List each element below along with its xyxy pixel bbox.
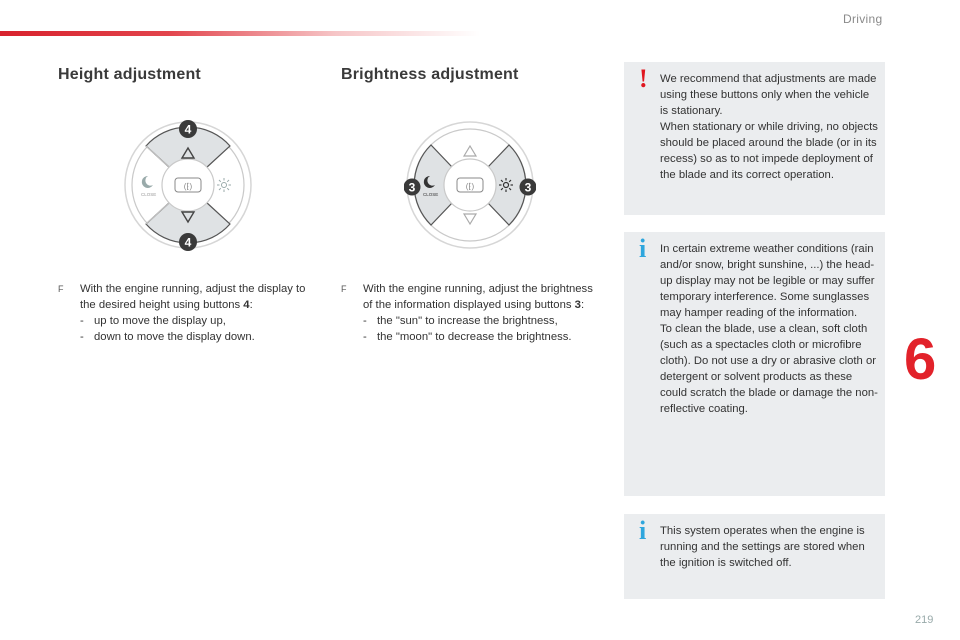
svg-text:4: 4 (184, 122, 192, 137)
button-3-left-badge (404, 179, 421, 196)
info-icon: i (639, 516, 647, 545)
warning-icon: ! (639, 64, 648, 93)
info-note (624, 514, 885, 599)
close-label: CLOSE (141, 192, 157, 197)
chapter-number: 6 (904, 327, 937, 392)
info-text: This system operates when the engine is running and the settings are stored when the ignition is switched off. (660, 525, 865, 569)
list-item: - up to move the display up, (80, 315, 226, 327)
warning-note (624, 62, 885, 215)
svg-text:(⁅): (⁅) (465, 182, 475, 191)
brightness-instructions: F With the engine running, adjust the brightness of the information displayed using buttons 3: - the "sun" to increase the brightness, - the "moon" to decrease the brightness. (341, 281, 601, 345)
button-3-right-badge (520, 179, 537, 196)
brightness-adjustment-heading: Brightness adjustment (341, 66, 519, 83)
warning-text: We recommend that adjustments are made using these buttons only when the vehicle is stationary. When stationary or while driving, no objects should be placed around the blade (or in its recess) so as to not impede deployment of the blade and its correct operation. (660, 73, 878, 181)
info-text: In certain extreme weather conditions (rain and/or snow, bright sunshine, ...) the head-up display may not be legible or may suffer temporary interference. Some sunglasses may hamper reading of the information. To clean the blade, use a clean, soft cloth (such as a spectacles cloth or microfibre cloth). Do not use a dry or abrasive cloth or detergent or solvent products as these could scratch the blade or damage the non-reflective coating. (660, 243, 878, 415)
button-4-bottom-badge (179, 233, 197, 251)
brightness-control-diagram (404, 118, 536, 252)
close-label: CLOSE (423, 192, 439, 197)
page-number: 219 (915, 614, 934, 626)
svg-text:(⁅): (⁅) (183, 182, 193, 191)
svg-text:4: 4 (184, 235, 192, 250)
info-note (624, 232, 885, 496)
svg-text:3: 3 (408, 180, 416, 195)
top-accent-bar (0, 31, 480, 36)
bullet-icon: F (341, 284, 347, 294)
height-adjustment-heading: Height adjustment (58, 66, 201, 83)
info-icon: i (639, 234, 647, 263)
list-item: - down to move the display down. (80, 331, 255, 343)
height-control-diagram (122, 118, 254, 252)
svg-text:3: 3 (524, 180, 532, 195)
bullet-icon: F (58, 284, 64, 294)
button-4-top-badge (179, 120, 197, 138)
section-title: Driving (843, 12, 883, 26)
list-item: - the "sun" to increase the brightness, (363, 315, 558, 327)
list-item: - the "moon" to decrease the brightness. (363, 331, 572, 343)
height-instructions: F With the engine running, adjust the display to the desired height using buttons 4: - up to move the display up, - down to move the display down. (58, 281, 318, 345)
